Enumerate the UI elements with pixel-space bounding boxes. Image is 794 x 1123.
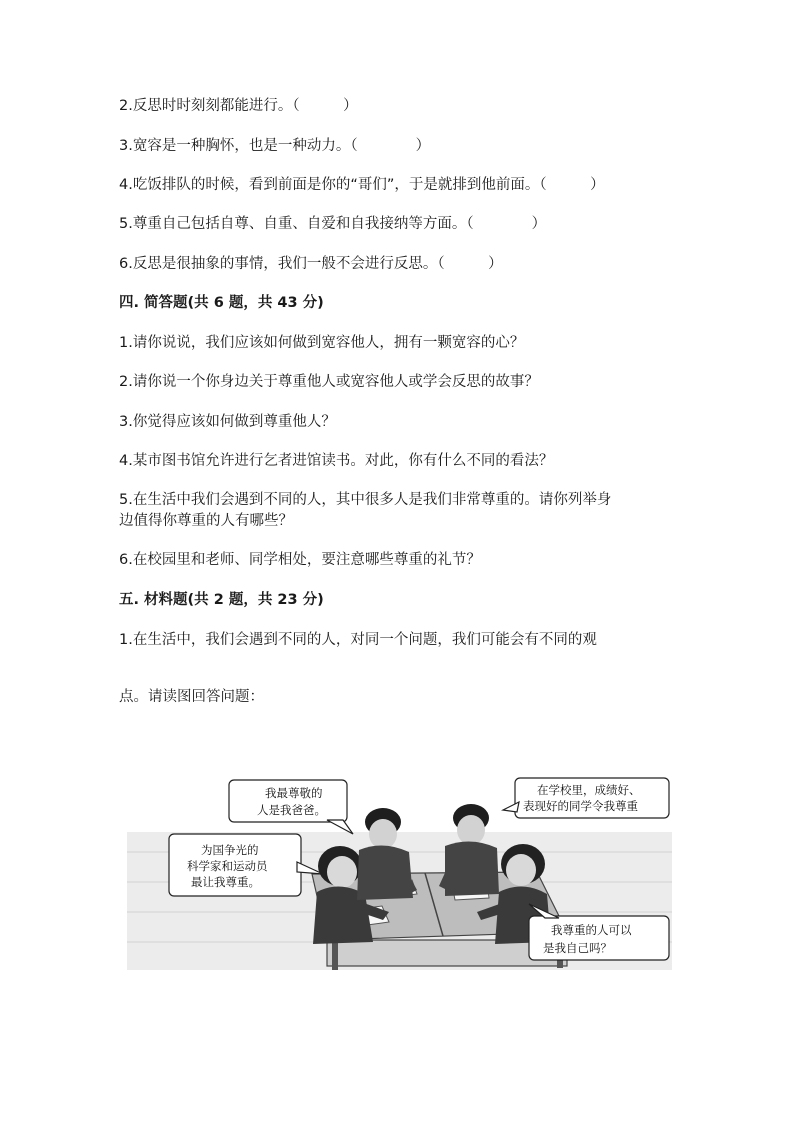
bubble-right-top-line2: 表现好的同学令我尊重 [523,799,638,813]
judgement-item-5: 5.尊重自己包括自尊、自重、自爱和自我接纳等方面。（ ） [119,216,547,232]
judgement-item-3: 3.宽容是一种胸怀，也是一种动力。（ ） [119,138,431,154]
short-answer-item-1: 1.请你说说，我们应该如何做到宽容他人，拥有一颗宽容的心？ [119,335,525,351]
judgement-item-2: 2.反思时时刻刻都能进行。（ ） [119,98,358,114]
student-boy-center-right [439,804,499,896]
material-heading: 五. 材料题(共 2 题，共 23 分) [119,592,324,608]
short-answer-item-3: 3.你觉得应该如何做到尊重他人？ [119,414,336,430]
bubble-left-line3: 最让我尊重。 [191,875,260,889]
speech-bubble-left [169,834,323,896]
judgement-item-6: 6.反思是很抽象的事情，我们一般不会进行反思。（ ） [119,256,503,272]
bubble-right-line1: 我尊重的人可以 [551,923,632,937]
student-boy-center-left [357,808,417,900]
speech-bubble-left-top [229,780,353,834]
table-leg-left [332,940,338,970]
bubble-right-top-line1: 在学校里，成绩好、 [537,783,641,797]
short-answer-item-5-line2: 边值得你尊重的人有哪些？ [119,513,293,529]
judgement-item-4: 4.吃饭排队的时候，看到前面是你的“哥们”，于是就排到他前面。（ ） [119,177,605,193]
short-answer-item-4: 4.某市图书馆允许进行乞者进馆读书。对此，你有什么不同的看法？ [119,453,554,469]
short-answer-heading: 四. 简答题(共 6 题，共 43 分) [119,295,324,311]
speech-bubble-right-top [503,778,669,818]
bubble-right-line2: 是我自己吗？ [543,941,612,955]
classroom-illustration [127,772,672,970]
short-answer-item-6: 6.在校园里和老师、同学相处，要注意哪些尊重的礼节？ [119,552,481,568]
short-answer-item-2: 2.请你说一个你身边关于尊重他人或宽容他人或学会反思的故事？ [119,374,539,390]
bubble-left-line2: 科学家和运动员 [187,859,268,873]
material-q1-line1: 1.在生活中，我们会遇到不同的人，对同一个问题，我们可能会有不同的观 [119,632,597,648]
bubble-left-line1: 为国争光的 [201,843,259,857]
material-q1-line2: 点。请读图回答问题： [119,689,264,705]
bubble-left-top-line1: 我最尊敬的 [265,786,323,800]
bubble-left-top-line2: 人是我爸爸。 [257,803,326,817]
short-answer-item-5-line1: 5.在生活中我们会遇到不同的人，其中很多人是我们非常尊重的。请你列举身 [119,492,612,508]
